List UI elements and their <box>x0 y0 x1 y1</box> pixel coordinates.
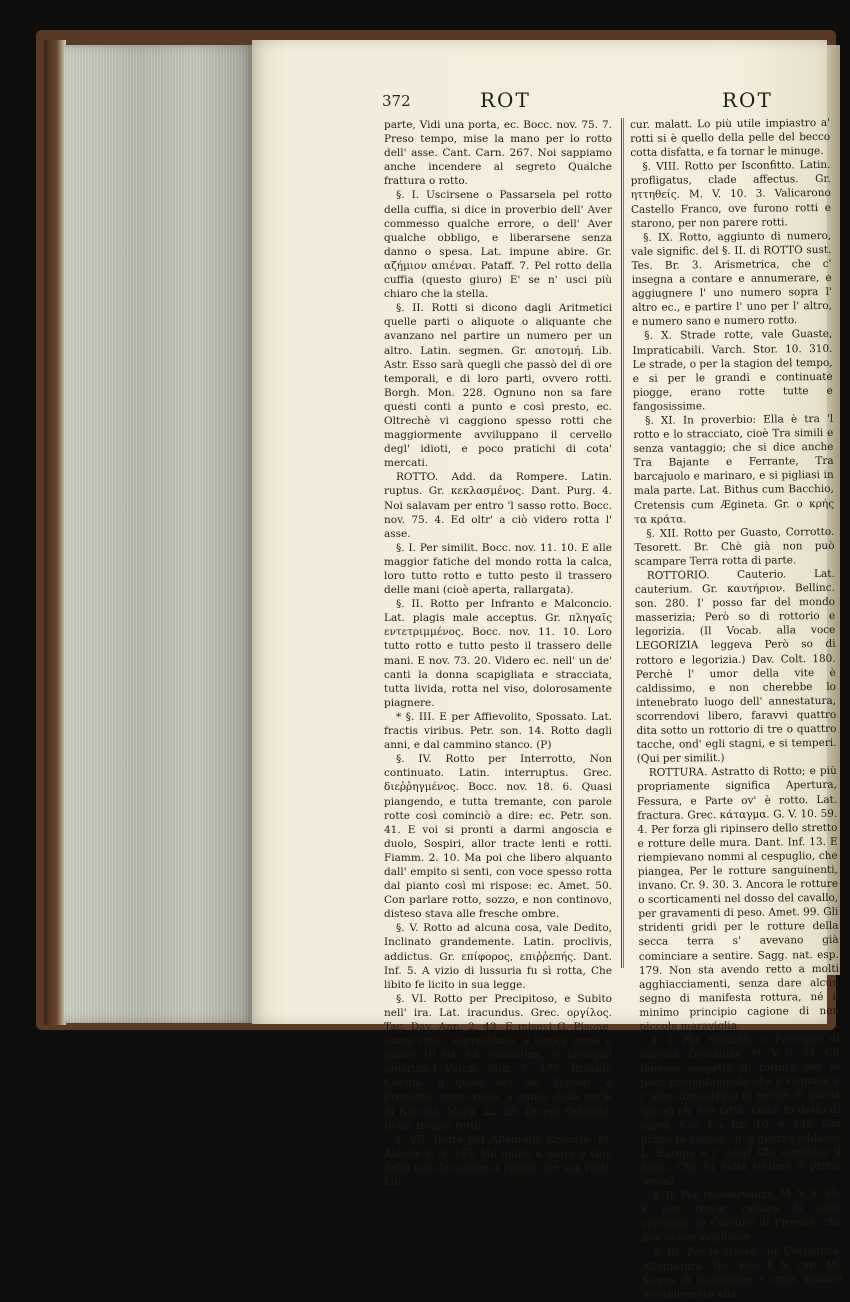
page-number: 372 <box>382 92 411 110</box>
entry-paragraph: §. II. Rotto per Infranto e Malconcio. Lat. plagis male acceptus. Gr. πληγαῖς εντετριμμένος. Bocc. nov. 11. 10. Loro tutto rotto e tutto pesto il trassero delle mani. E nov. 73. 20. Videro ec. nell' un de' canti la donna scapigliata e stracciata, tutta livida, rotta nel viso, dolorosamente piagnere. <box>384 598 612 709</box>
page-block-edge <box>64 45 254 1023</box>
entry-paragraph: §. I. Per similit. Bocc. nov. 11. 10. E alle maggior fatiche del mondo rotta la calca, loro tutto rotto e tutto pesto il trassero delle mani (cioè aperta, rallargata). <box>384 541 612 597</box>
running-head-right: ROT <box>722 88 773 112</box>
entry-paragraph: §. I. Uscirsene o Passarsela pel rotto della cuffia, si dice in proverbio dell' Aver commesso qualche errore, o dell' Aver qualche obbligo, e liberarsene senza danno o spesa. Lat. impune abire. Gr. αζήμιον απιέναι. Pataff. 7. Pel rotto della cuffia (questo giuro) E' se n' usci più chiaro che la stella. <box>384 189 612 301</box>
entry-paragraph: §. VIII. Rotto per Isconfitto. Latin. profligatus, clade affectus. Gr. ηττηθείς. M. V. 10. 3. Valicarono Castello Franco, ove furono rotti e starono, per non parere rotti. <box>630 159 832 230</box>
entry-paragraph: ROTTO. Add. da Rompere. Latin. ruptus. Gr. κεκλασμένος. Dant. Purg. 4. Noi salavam per entro 'l sasso rotto. Bocc. nov. 75. 4. Ed oltr' a ciò videro rotta l' asse. <box>384 471 612 540</box>
entry-paragraph: §. IX. Rotto, aggiunto di numero, vale signific. del §. II. di ROTTO sust. Tes. Br. 3. Arismetrica, che c' insegna a contare e annumerare, e aggiugnere l' uno numero sopra l' altro ec., e partire l' uno per l' altro, e numero sano e numero rotto. <box>631 229 833 329</box>
entry-paragraph: §. I. Per Nimistà, o Principio di nimistà, Disunione. M. V. 9. 44. Gli tenesse sospetto di rottura per lo poco contentamento che il Comune e l' altro dimostrava in parole di quella (pace) ch' era fatta, come fu detto di sopra. Car. En. lib. 10. v. 145. Chi prima fu cagion ch' a guerra addusse L' Europa e l' Asia? Chi commise il furto, Che fu della rottura il primo seme? <box>639 1032 842 1188</box>
entry-paragraph: ROTTORIO. Cauterio. Lat. cauterium. Gr. καυτήριον. Bellinc. son. 280. I' posso far del mondo masserizia; Però so di rottorio e legorizia. (Il Vocab. alla voce LEGORIZIA leggeva Però so di rottoro e legorizia.) Dav. Colt. 180. Perchè l' umor della vite è caldissimo, e non cherebbe lo intenebrato luogo dell' annestatura, scorrendovi libero, faravvi quattro dita sotto un rottorio di tre o quattro tacche, ond' egli stagni, e si temperi. (Qui per similit.) <box>634 567 837 766</box>
column-divider <box>621 118 624 968</box>
right-column <box>630 116 843 1301</box>
entry-paragraph: * §. III. E per Affievolito, Spossato. Lat. fractis viribus. Petr. son. 14. Rotto dagli anni, e dal cammino stanco. (P) <box>384 710 612 752</box>
running-head-left: ROT <box>480 88 531 112</box>
entry-paragraph: ROTTURA. Astratto di Rotto; e più propriamente significa Apertura, Fessura, e Parte ov' è rotto. Lat. fractura. Grec. κάταγμα. G. V. 10. 59. 4. Per forza gli ripinsero dello stretto e rotture delle mura. Dant. Inf. 13. E riempievano nommi al cespuglio, che piangea, Per le rotture sanguinenti, invano. Cr. 9. 30. 3. Ancora le rotture o scorticamenti nel dosso del cavallo, per gravamenti di peso. Amet. 99. Gli stridenti gridi per le rotture della secca terra s' avevano già cominciare a sentire. Sagg. nat. esp. 179. Non sta avendo retto a molti agghiacciamenti, senza dare alcun segno di manifesta rottura, né il minimo principio cagione di non piccola maraviglia. <box>636 765 840 1033</box>
entry-paragraph: §. IV. Rotto per Interrotto, Non continuato. Latin. interruptus. Grec. διεῤῥηγμένος. Bocc. nov. 18. 6. Quasi piangendo, e tutta tremante, con parole rotte così cominciò a dire: ec. Petr. son. 41. E voi si pronti a darmi angoscia e duolo, Sospiri, allor tracte lenti e rotti. Fiamm. 2. 10. Ma poi che libero alquanto dall' empito si senti, con voce spesso rotta dal pianto così mi rispose: ec. Amet. 50. Con parlare rotto, sozzo, e non continovo, disteso stava alle fresche ombre. <box>384 753 612 921</box>
page-header <box>252 88 827 118</box>
entry-paragraph: §. V. Rotto ad alcuna cosa, vale Dedito, Inclinato grandemente. Latin. proclivis, addictus. Gr. επίφορος, επιῤῥεπής. Dant. Inf. 5. A vizio di lussuria fu sì rotta, Che libito fe licito in sua legge. <box>384 922 612 991</box>
entry-paragraph: cur. malatt. Lo più utile impiastro a' rotti si è quello della pelle del becco cotta disfatta, e fa tornar le minuge. <box>630 116 831 160</box>
entry-paragraph: §. III. Per lo stesso che Crepatura, Allentatura. Tes. Pov. P. S. cap. 46. Sugna di testuggine e orina ajutano mirabilmente alla <box>641 1244 843 1301</box>
entry-paragraph: §. X. Strade rotte, vale Guaste, Impraticabili. Varch. Stor. 10. 310. Le strade, o per la stagion del tempo, e si per le grandi e continuate piogge, erano rotte tutte e fangosissime. <box>632 328 833 413</box>
entry-paragraph: §. XI. In proverbio: Ella è tra 'l rotto e lo stracciato, cioè Tra simili e senza vantaggio; che si dice anche Tra Bajante e Ferrante, Tra barcajuolo e marinaro, e si pigliasi in mala parte. Lat. Bithus cum Bacchio, Cretensis cum Æginetа. Gr. ο κρής τα κράτα. <box>633 412 835 526</box>
entry-paragraph: §. VI. Rotto per Precipitoso, e Subito nell' ira. Lat. iracundus. Grec. οργίλος. Tac. Dav. Ann. 2. 43. E misevi G. Pisone, uomo rotto, soprastante, e feroce come il padre. (Il lat. ha: violentum, et obsequii ignarum.) Varch. Stor. 7. 177. Rinaldo Corsini, il quale era de' Signori, e Proposto, uomo rotto, e amico della parte di Niccolò. Morg. 22. 20. Diceva Orlando: tu se' troppo rotto. <box>384 992 612 1132</box>
entry-paragraph: §. II. Per Inosservanza. M. V. 9. 85. E con trovar rottura di pace scrissono al Comune di Firenze, che non si maravigliasse. <box>641 1187 842 1245</box>
entry-paragraph: parte, Vidi una porta, ec. Bocc. nov. 75. 7. Preso tempo, mise la mano per lo rotto dell' asse. Cant. Carn. 267. Noi sappiamo anche incendere al segreto Qualche frattura o rotto. <box>384 119 612 188</box>
entry-paragraph: §. XII. Rotto per Guasto, Corrotto. Tesorett. Br. Chè già non può scampare Terra rotta di parte. <box>634 525 835 568</box>
left-column <box>384 118 612 1189</box>
dictionary-page <box>252 40 843 1301</box>
entry-paragraph: §. VII. Rotto per Allentato, Crepato. M. Aldobr. P. N. 163. Val molto a usare il vino della sua decozione a coloro che son rotti. Lib. <box>384 1133 612 1189</box>
entry-paragraph: §. II. Rotti si dicono dagli Aritmetici quelle parti o aliquote o aliquante che avanzano nel partire un numero per un altro. Latin. segmen. Gr. αποτομή. Lib. Astr. Esso sarà quegli che passò del dì ore temporali, e di loro parti, ovvero rotti. Borgh. Mon. 228. Ognuno non sa fare questi conti a punto e così presto, ec. Oltrechè vi caggiono spesso rotti che maggiormente avviluppano il cervello degl' idioti, e poco pratichi di cota' mercati. <box>384 302 612 470</box>
book-spine-edge <box>44 40 66 1025</box>
